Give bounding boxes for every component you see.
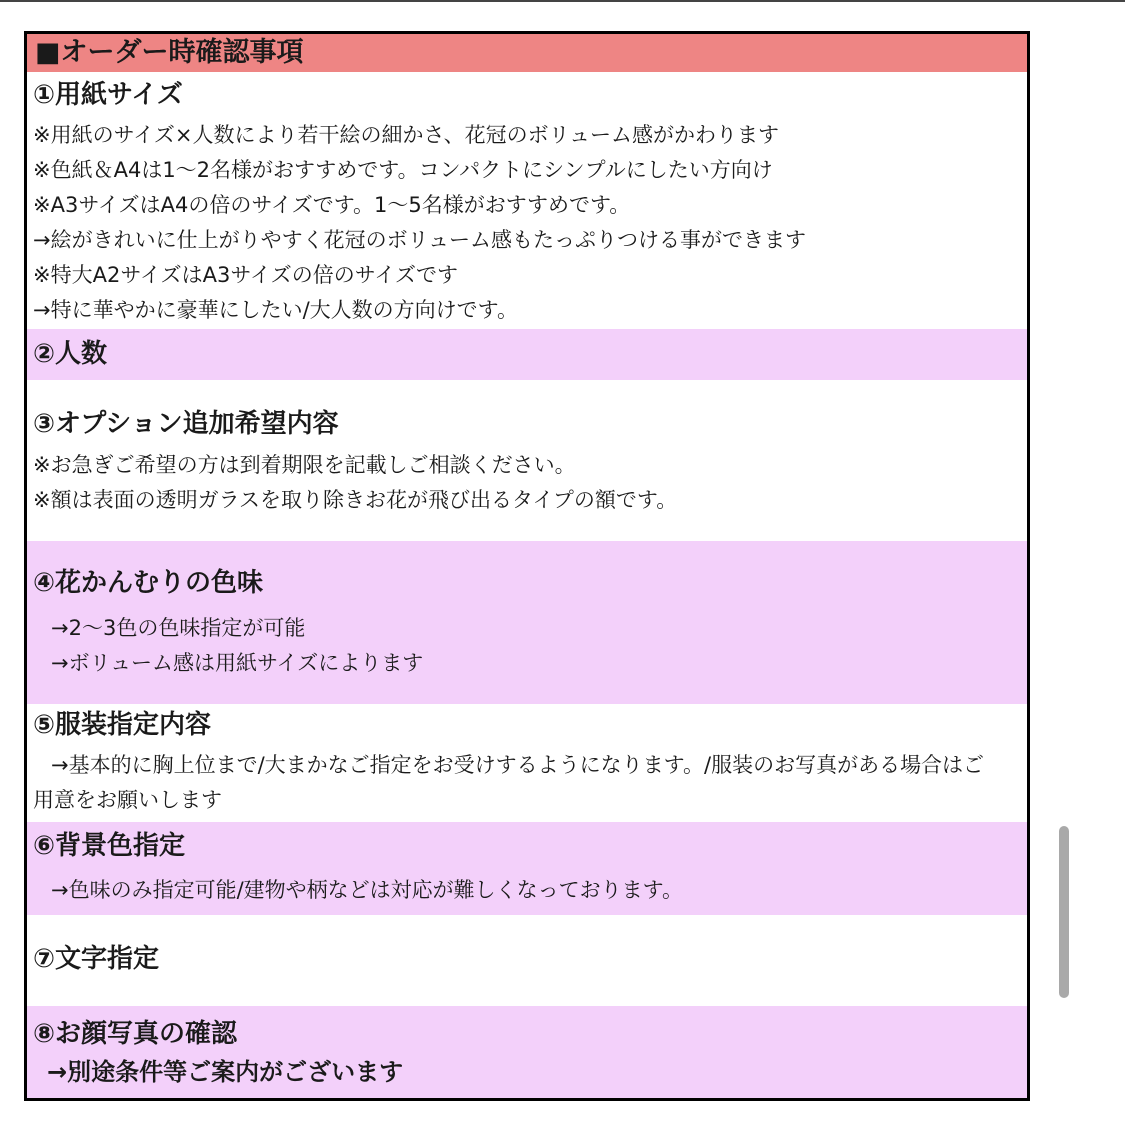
options-line-1: ※お急ぎご希望の方は到着期限を記載しご相談ください。 [33,453,576,477]
paper-size-line-6: →特に華やかに豪華にしたい/大人数の方向けです。 [33,298,518,322]
section-heading-text: ⑦文字指定 [33,944,160,974]
paper-size-line-1: ※用紙のサイズ×人数により若干絵の細かさ、花冠のボリューム感がかわります [33,123,780,147]
order-checklist-panel [24,31,1030,1101]
scrollbar-thumb[interactable] [1059,826,1069,998]
checklist-header [27,34,1027,72]
flower-color-line-2: →ボリューム感は用紙サイズによります [51,651,424,675]
paper-size-line-5: ※特大A2サイズはA3サイズの倍のサイズです [33,263,459,287]
section-heading-outfit: ⑤服装指定内容 [33,710,212,740]
section-band-people [27,329,1027,380]
background-color-line-1: →色味のみ指定可能/建物や柄などは対応が難しくなっております。 [51,878,683,902]
paper-size-line-2: ※色紙＆A4は1～2名様がおすすめです。コンパクトにシンプルにしたい方向け [33,158,773,182]
options-line-2: ※額は表面の透明ガラスを取り除きお花が飛び出るタイプの額です。 [33,488,678,512]
section-heading-flower-crown-color: ④花かんむりの色味 [33,568,264,598]
outfit-line-1: →基本的に胸上位まで/大まかなご指定をお受けするようになります。/服装のお写真がある場合はご [51,753,985,777]
flower-color-line-1: →2～3色の色味指定が可能 [51,616,306,640]
top-divider [0,0,1125,2]
section-heading-people-count: ②人数 [33,339,108,369]
section-heading-background-color: ⑥背景色指定 [33,831,186,861]
section-heading-face-photo: ⑧お顔写真の確認 [33,1019,238,1049]
section-heading-paper-size: ①用紙サイズ [33,80,183,110]
paper-size-line-3: ※A3サイズはA4の倍のサイズです。1～5名様がおすすめです。 [33,193,631,217]
face-photo-line-1: →別途条件等ご案内がございます [47,1058,404,1086]
paper-size-line-4: →絵がきれいに仕上がりやすく花冠のボリューム感もたっぷりつける事ができます [33,228,806,252]
checklist-title: ■オーダー時確認事項 [35,37,304,68]
outfit-line-2: 用意をお願いします [33,788,222,812]
section-heading-options: ③オプション追加希望内容 [33,409,339,439]
